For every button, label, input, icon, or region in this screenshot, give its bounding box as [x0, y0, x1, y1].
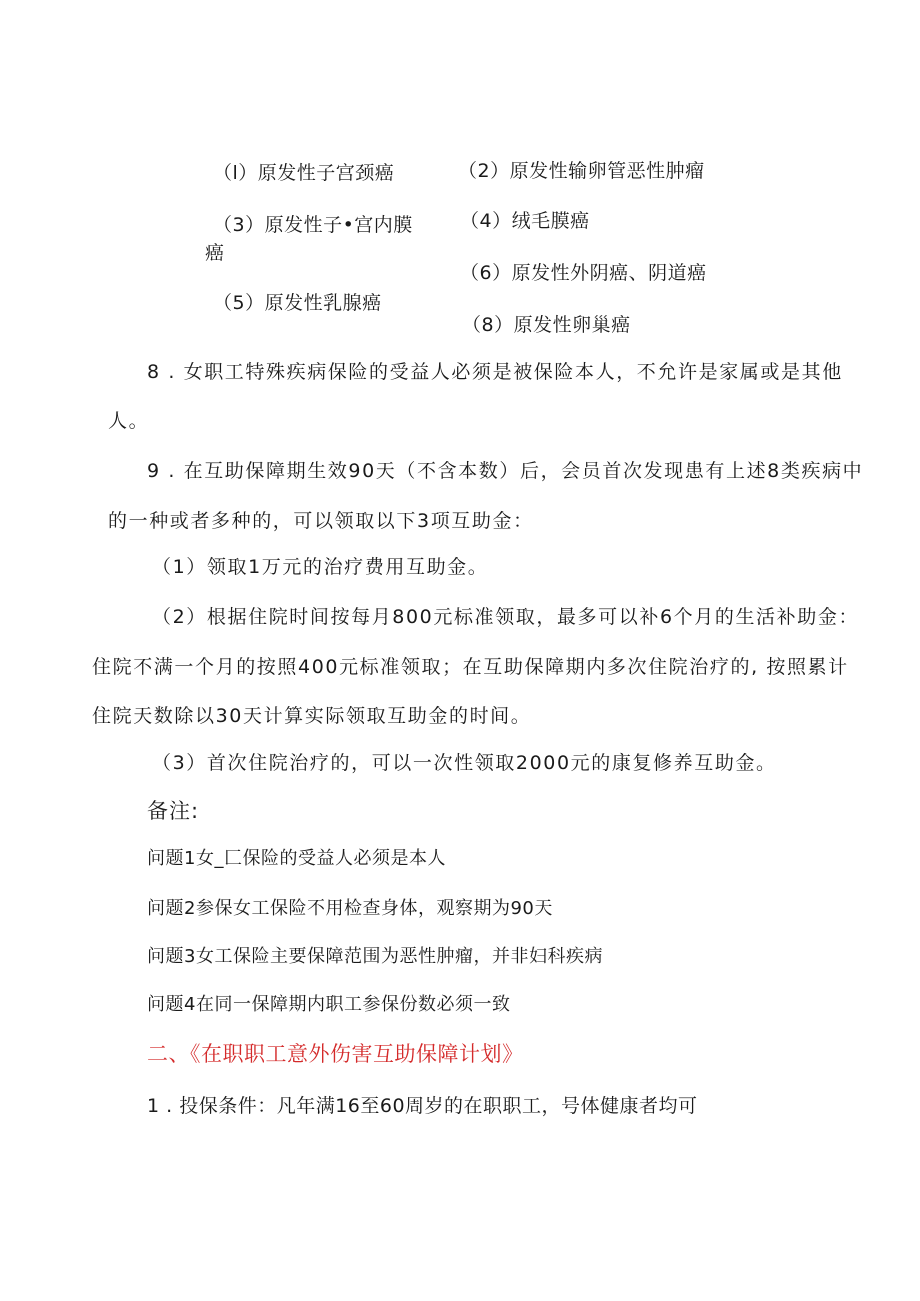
benefit-item-2-line-2: 住院不满一个月的按照400元标准领取；在互助保障期内多次住院治疗的, 按照累计 — [92, 656, 849, 678]
notes-title: 备注: — [147, 799, 200, 823]
paragraph-9-line-1: 9 . 在互助保障期生效90天（不含本数）后，会员首次发现患有上述8类疾病中 — [147, 460, 864, 482]
benefit-item-2-line-3: 住院天数除以30天计算实际领取互助金的时间。 — [92, 705, 532, 727]
disease-item-6: （6）原发性外阴癌、阴道癌 — [460, 262, 707, 284]
paragraph-8-line-1: 8 . 女职工特殊疾病保险的受益人必须是被保险本人，不允许是家属或是其他 — [147, 361, 843, 383]
benefit-item-3: （3）首次住院治疗的，可以一次性领取2000元的康复修养互助金。 — [152, 752, 777, 774]
paragraph-8-line-2: 人。 — [108, 410, 150, 432]
section-2-line-1: 1 . 投保条件：凡年满16至60周岁的在职职工，号体健康者均可 — [147, 1095, 698, 1117]
disease-item-4: （4）绒毛膜癌 — [460, 210, 590, 232]
disease-item-3: （3）原发性子•宫内膜 — [213, 214, 413, 236]
note-question-3: 问题3女工保险主要保障范围为恶性肿瘤，并非妇科疾病 — [147, 946, 603, 967]
disease-item-3-wrap: 癌 — [205, 242, 225, 264]
benefit-item-2-line-1: （2）根据住院时间按每月800元标准领取，最多可以补6个月的生活补助金： — [152, 606, 860, 628]
disease-item-1: （l）原发性子宫颈癌 — [213, 162, 395, 184]
note-question-2: 问题2参保女工保险不用检查身体，观察期为90天 — [147, 898, 553, 919]
paragraph-9-line-2: 的一种或者多种的，可以领取以下3项互助金： — [108, 510, 534, 532]
note-question-4: 问题4在同一保障期内职工参保份数必须一致 — [147, 994, 511, 1015]
note-question-1: 问题1女_匚保险的受益人必须是本人 — [147, 848, 446, 869]
disease-item-5: （5）原发性乳腺癌 — [213, 292, 382, 314]
benefit-item-1: （1）领取1万元的治疗费用互助金。 — [152, 556, 489, 578]
disease-item-2: （2）原发性输卵管恶性肿瘤 — [458, 160, 705, 182]
disease-item-8: （8）原发性卵巢癌 — [462, 314, 631, 336]
section-2-heading: 二、《在职职工意外伤害互助保障计划》 — [147, 1042, 524, 1066]
